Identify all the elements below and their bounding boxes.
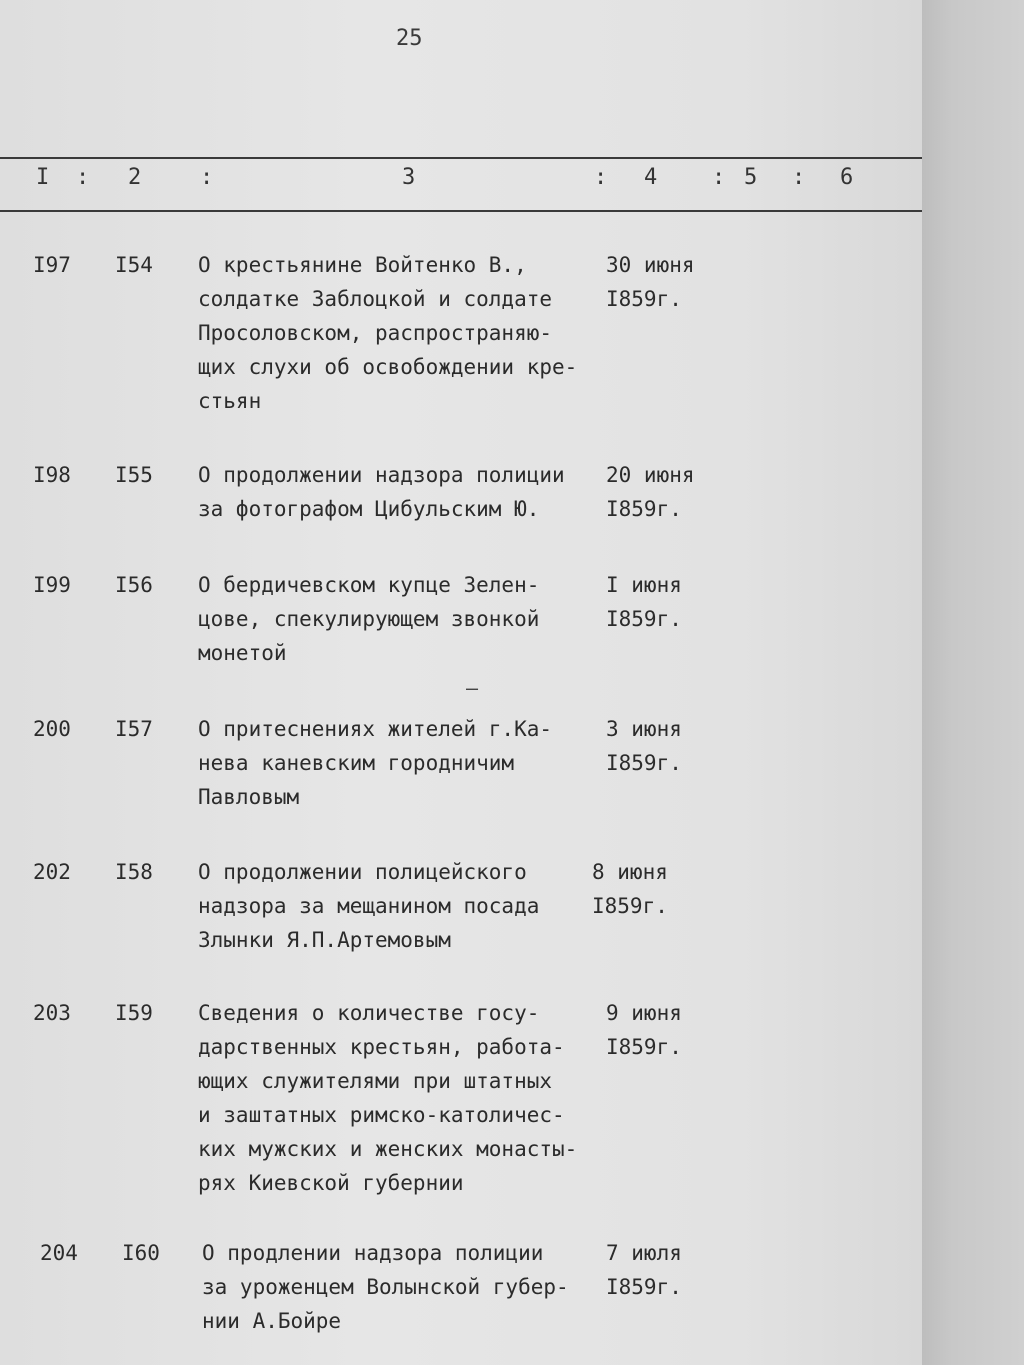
description-line: О притеснениях жителей г.Ка- [198,717,553,741]
column-header-3: 3 [402,165,416,190]
column-header-5: 5 [744,165,758,190]
date-year: I859г. [592,894,668,918]
description-line: О продолжении полицейского [198,860,527,884]
column-header-1: I [36,165,50,190]
entry-subnumber: I55 [115,463,153,487]
description-line: монетой [198,641,287,665]
description-line: ких мужских и женских монасты- [198,1137,578,1161]
separator-mark: – [466,676,479,700]
date-day: 8 июня [592,860,668,884]
entry-number: I97 [33,253,71,277]
entry-description [198,248,608,418]
description-line: рях Киевской губернии [198,1171,464,1195]
entry-date [606,568,726,636]
date-year: I859г. [606,1275,682,1299]
entry-subnumber: I58 [115,860,153,884]
entry-description [198,568,608,670]
description-line: О бердичевском купце Зелен- [198,573,540,597]
description-line: за уроженцем Волынской губер- [202,1275,569,1299]
entry-date [606,248,726,316]
date-day: 3 июня [606,717,682,741]
description-line: ющих служителями при штатных [198,1069,553,1093]
description-line: цове, спекулирующем звонкой [198,607,540,631]
entry-number: 202 [33,860,71,884]
description-line: О продлении надзора полиции [202,1241,544,1265]
column-separator: : [594,165,608,190]
entry-date [606,712,726,780]
entry-date [606,1236,726,1304]
column-separator: : [200,165,214,190]
date-day: 9 июня [606,1001,682,1025]
entry-number: 204 [40,1241,78,1265]
description-line: солдатке Заблоцкой и солдате [198,287,553,311]
description-line: надзора за мещанином посада [198,894,540,918]
description-line: за фотографом Цибульским Ю. [198,497,540,521]
description-line: Сведения о количестве госу- [198,1001,540,1025]
description-line: щих слухи об освобождении кре- [198,355,578,379]
description-line: О крестьянине Войтенко В., [198,253,527,277]
description-line: Злынки Я.П.Артемовым [198,928,451,952]
entry-subnumber: I59 [115,1001,153,1025]
entry-number: 203 [33,1001,71,1025]
entry-description [202,1236,612,1338]
entry-number: 200 [33,717,71,741]
column-header-2: 2 [128,165,142,190]
entry-description [198,712,608,814]
description-line: нева каневским городничим [198,751,515,775]
description-line: дарственных крестьян, работа- [198,1035,565,1059]
background-page-edge [922,0,1024,1365]
entry-number: I99 [33,573,71,597]
column-header-4: 4 [644,165,658,190]
date-day: 7 июля [606,1241,682,1265]
entry-subnumber: I60 [122,1241,160,1265]
header-top-rule [0,157,922,159]
description-line: Павловым [198,785,300,809]
date-year: I859г. [606,1035,682,1059]
date-day: 30 июня [606,253,695,277]
entry-subnumber: I54 [115,253,153,277]
date-day: I июня [606,573,682,597]
entry-description [198,458,608,526]
column-separator: : [76,165,90,190]
date-year: I859г. [606,751,682,775]
column-separator: : [712,165,726,190]
page-number: 25 [396,26,423,51]
entry-number: I98 [33,463,71,487]
column-header-6: 6 [840,165,854,190]
description-line: Просоловском, распространяю- [198,321,553,345]
description-line: нии А.Бойре [202,1309,342,1333]
date-year: I859г. [606,607,682,631]
date-year: I859г. [606,287,682,311]
header-bottom-rule [0,210,922,212]
entry-date [606,458,726,526]
entry-description [198,855,608,957]
description-line: и заштатных римско-католичес- [198,1103,565,1127]
entry-subnumber: I57 [115,717,153,741]
entry-description [198,996,608,1200]
description-line: О продолжении надзора полиции [198,463,565,487]
entry-date [592,855,712,923]
date-day: 20 июня [606,463,695,487]
date-year: I859г. [606,497,682,521]
entry-date [606,996,726,1064]
column-separator: : [792,165,806,190]
description-line: стьян [198,389,262,413]
entry-subnumber: I56 [115,573,153,597]
